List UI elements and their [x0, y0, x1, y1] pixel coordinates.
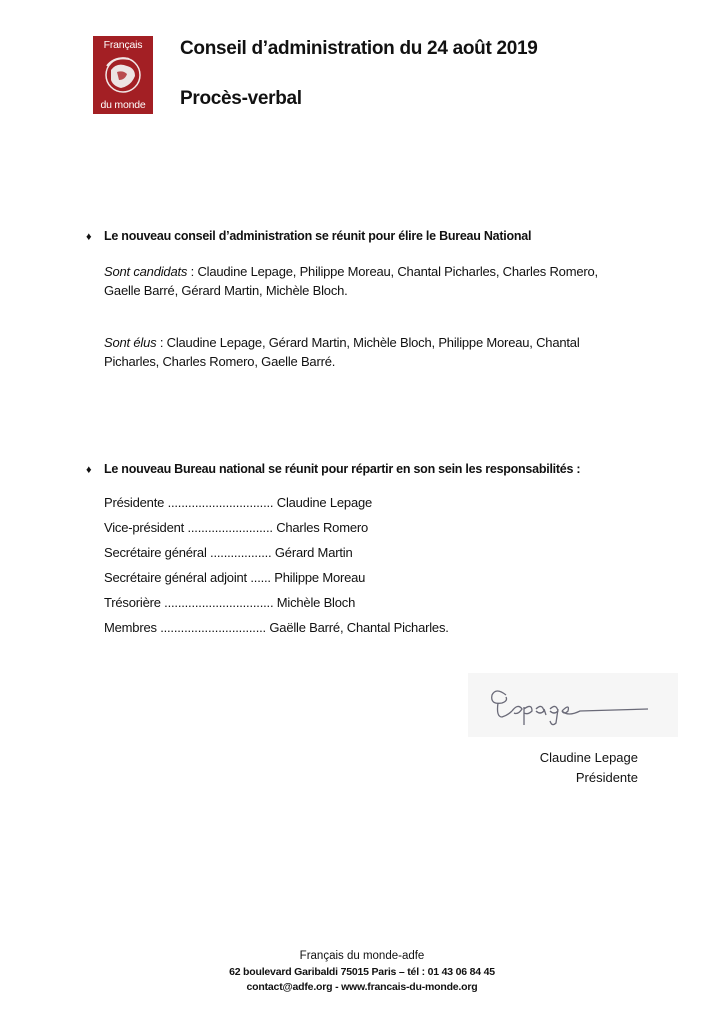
globe-icon — [101, 54, 145, 94]
section2-heading — [86, 462, 580, 476]
role-title: Membres — [104, 620, 157, 635]
role-row — [104, 520, 368, 535]
diamond-bullet-icon: ♦ — [86, 231, 92, 243]
logo-text-bottom: du monde — [100, 99, 146, 111]
role-holder: Charles Romero — [276, 520, 369, 535]
role-title: Secrétaire général adjoint — [104, 570, 247, 585]
diamond-bullet-icon: ♦ — [86, 464, 92, 476]
role-holder: Philippe Moreau — [274, 570, 366, 585]
role-leader-dots: ............................... — [156, 620, 270, 635]
signatory-name: Claudine Lepage — [539, 750, 638, 765]
role-title: Vice-président — [104, 520, 185, 535]
candidates-list: : Claudine Lepage, Philippe Moreau, Chantal Picharles, Charles Romero, Gaelle Barré, Gérard Martin, Michèle Bloch. — [104, 264, 598, 298]
section1-heading-text: Le nouveau conseil d’administration se réunit pour élire le Bureau National — [104, 229, 532, 243]
role-row — [104, 620, 449, 635]
section1-heading — [86, 229, 531, 243]
role-leader-dots: ......................... — [184, 520, 277, 535]
candidates-label: Sont candidats — [104, 264, 188, 279]
elected-paragraph — [104, 333, 624, 371]
role-holder: Michèle Bloch — [276, 595, 356, 610]
handwritten-signature — [468, 673, 678, 737]
section2-heading-text: Le nouveau Bureau national se réunit pour répartir en son sein les responsabilités : — [104, 462, 581, 476]
elected-label: Sont élus — [104, 335, 157, 350]
logo-text-top: Français — [103, 39, 143, 51]
footer-organization: Français du monde-adfe — [299, 950, 425, 962]
signatory-title: Présidente — [575, 770, 638, 785]
role-row — [104, 495, 372, 510]
footer-address: 62 boulevard Garibaldi 75015 Paris – tél : 01 43 06 84 45 — [229, 966, 495, 978]
footer-contact: contact@adfe.org - www.francais-du-monde.org — [246, 981, 478, 993]
role-title: Trésorière — [104, 595, 161, 610]
role-row — [104, 545, 352, 560]
role-holder: Gaëlle Barré, Chantal Picharles. — [269, 620, 449, 635]
role-row — [104, 595, 355, 610]
page-title: Conseil d’administration du 24 août 2019 — [180, 38, 538, 59]
role-leader-dots: ...... — [246, 570, 275, 585]
role-row — [104, 570, 365, 585]
candidates-paragraph — [104, 262, 624, 300]
role-holder: Gérard Martin — [274, 545, 353, 560]
role-holder: Claudine Lepage — [276, 495, 373, 510]
role-title: Présidente — [104, 495, 165, 510]
role-leader-dots: ............................... — [164, 495, 277, 510]
page-subtitle: Procès-verbal — [180, 88, 302, 109]
role-leader-dots: ................................ — [160, 595, 277, 610]
organization-logo — [93, 36, 153, 114]
elected-list: : Claudine Lepage, Gérard Martin, Michèle Bloch, Philippe Moreau, Chantal Picharles, Charles Romero, Gaelle Barré. — [104, 335, 580, 369]
signature-image — [468, 673, 678, 737]
role-title: Secrétaire général — [104, 545, 207, 560]
role-leader-dots: .................. — [206, 545, 275, 560]
